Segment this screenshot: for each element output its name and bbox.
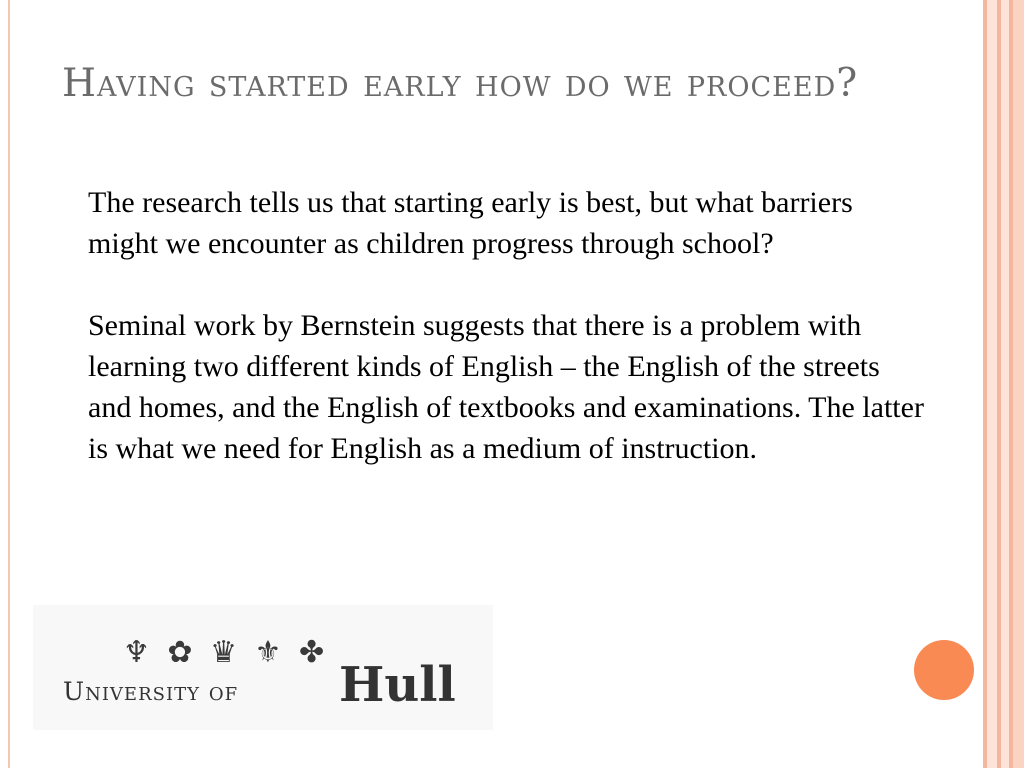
stripe	[1013, 0, 1024, 768]
stripe	[1001, 0, 1009, 768]
body-paragraph: Seminal work by Bernstein suggests that there is a problem with learning two different kinds of English – the English of the streets and homes, and the English of textbooks and examinations. The latter is what we need for English as a medium of instruction.	[88, 309, 924, 465]
logo-university-text: University of	[63, 677, 239, 706]
slide-title: Having started early how do we proceed?	[62, 61, 859, 106]
orange-circle-decoration	[914, 640, 974, 700]
university-of-hull-logo	[33, 605, 493, 730]
left-border-line	[8, 0, 10, 768]
slide-body	[88, 182, 928, 469]
paragraph-gap	[88, 264, 928, 305]
body-paragraph: The research tells us that starting early is best, but what barriers might we encounter as children progress through school?	[88, 186, 853, 260]
right-decorative-stripes	[978, 0, 1024, 768]
heraldic-icons: ♆ ✿ ♛ ⚜ ✤	[123, 635, 329, 670]
stripe	[987, 0, 997, 768]
logo-hull-text: Hull	[339, 657, 456, 713]
